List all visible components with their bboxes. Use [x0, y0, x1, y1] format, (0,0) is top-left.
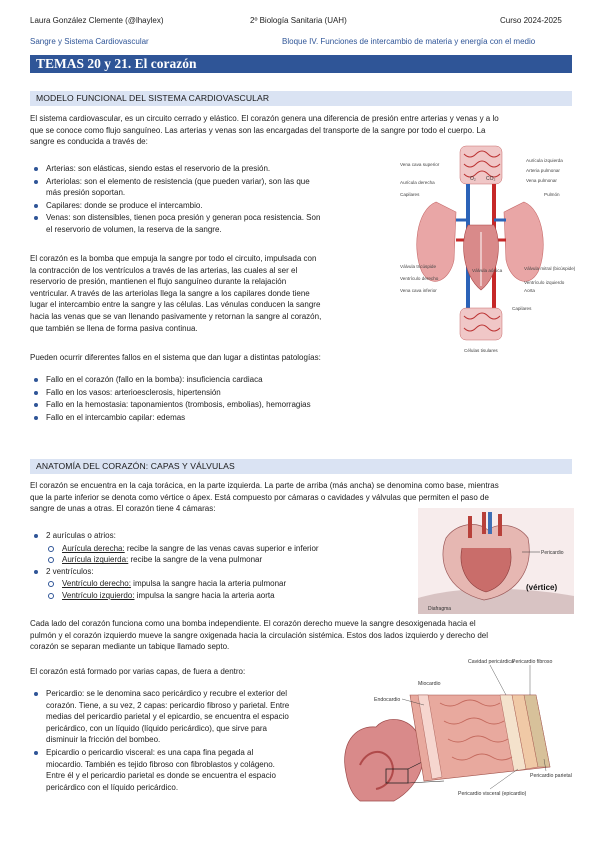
list-item: Arterias: son elásticas, siendo estas el reservorio de la presión.: [30, 163, 370, 175]
list-item: Fallo en el intercambio capilar: edemas: [30, 412, 450, 424]
label-pericardio: Pericardio: [541, 550, 564, 556]
label-capilares-left: Capilares: [400, 192, 420, 197]
sublist-item: Ventrículo derecho: impulsa la sangre hacia la arteria pulmonar: [30, 578, 420, 590]
section1-heading: MODELO FUNCIONAL DEL SISTEMA CARDIOVASCULAR: [36, 93, 270, 103]
label-valvula-mitral: Válvula mitral (bicúspide): [524, 266, 576, 271]
layers-list: [30, 688, 340, 794]
heart-wall-diagram: [340, 655, 576, 805]
heart-small-shape: [345, 719, 424, 801]
label-pericardio-parietal: Pericardio parietal: [530, 773, 572, 779]
label-arteria-pulmonar: Arteria pulmonar: [526, 168, 560, 173]
subject: Sangre y Sistema Cardiovascular: [30, 37, 149, 46]
section2-heading: ANATOMÍA DEL CORAZÓN: CAPAS Y VÁLVULAS: [36, 461, 235, 471]
list-item: Arteriolas: son el elemento de resistencia (que pueden variar), son las que más presión soportan.: [30, 176, 370, 199]
label-ventriculo-izquierdo: Ventrículo izquierdo: [524, 280, 565, 285]
list-item: Fallo en la hemostasia: taponamientos (trombosis, embolias), hemorragias: [30, 399, 450, 411]
list-item: Fallo en el corazón (fallo en la bomba): insuficiencia cardiaca: [30, 374, 450, 386]
list-item: Venas: son distensibles, tienen poca presión y generan poca resistencia. Son el reservorio de volumen, la reserva de la sangre.: [30, 212, 370, 235]
label-pulmon: Pulmón: [544, 192, 560, 197]
circulation-diagram: [398, 140, 578, 358]
label-vertice: (vértice): [526, 583, 558, 592]
label-vena-cava-inferior: Vena cava inferior: [400, 288, 437, 293]
label-vena-pulmonar: Vena pulmonar: [526, 178, 557, 183]
o2-label: O₂: [470, 176, 476, 182]
label-diafragma: Diafragma: [428, 606, 452, 612]
label-valvula-tricuspide: Válvula tricúspide: [400, 264, 437, 269]
label-auricula-izquierda: Aurícula izquierda: [526, 158, 563, 163]
failure-list: [30, 374, 450, 424]
sublist-item: Ventrículo izquierdo: impulsa la sangre hacia la arteria aorta: [30, 590, 420, 602]
list-item: Capilares: donde se produce el intercambio.: [30, 200, 370, 212]
independent-pump-paragraph: Cada lado del corazón funciona como una bomba independiente. El corazón derecho mueve la sangre desoxigenada hacia el pulmón y el corazón izquierdo mueve la sangre oxigenada hacia la circulación sistémica. Estos dos lados izquierdo y derecho del corazón se separan mediante un tabique llamado septo.: [30, 619, 489, 652]
label-pericardio-visceral: Pericardio visceral (epicardio): [458, 791, 527, 797]
block-title: Bloque IV. Funciones de intercambio de materia y energía con el medio: [282, 37, 536, 46]
list-item: Pericardio: se le denomina saco pericárdico y recubre el exterior del corazón. Tiene, a su vez, 2 capas: pericardio fibroso y parietal. Entre medias del pericardio parietal y el epicardio, se encuentra el espacio pericárdico, con un líquido (líquido pericárdico), que sirve para disminuir la fricción del bombeo.: [30, 688, 340, 746]
degree: 2º Biología Sanitaria (UAH): [250, 16, 347, 25]
right-lung-shape: [417, 202, 456, 281]
heart-chest-diagram: [418, 508, 574, 614]
label-capilares-right: Capilares: [512, 306, 532, 311]
vessel-list: [30, 163, 370, 237]
label-cavidad-pericardica: Cavidad pericárdica: [468, 659, 514, 665]
list-item-atria: 2 aurículas o atrios:: [30, 530, 420, 542]
list-item: Fallo en los vasos: arterioesclerosis, hipertensión: [30, 387, 450, 399]
sublist-item: Aurícula derecha: recibe la sangre de las venas cavas superior e inferior: [30, 543, 420, 555]
section1-intro: El sistema cardiovascular, es un circuito cerrado y elástico. El corazón genera una diferencia de presión entre arterias y venas y a lo que se conoce como flujo sanguíneo. Las arterias y venas son las encargadas del transporte de la sangre por todo el cuerpo. La sangre es conducida a través de:: [30, 114, 499, 147]
pathologies-intro: Pueden ocurrir diferentes fallos en el sistema que dan lugar a distintas patologías:: [30, 353, 321, 362]
top-capillary-bed: [460, 146, 502, 184]
label-valvula-aortica: Válvula aórtica: [472, 268, 503, 273]
label-endocardio: Endocardio: [374, 697, 401, 703]
label-miocardio: Miocardio: [418, 681, 441, 687]
label-vena-cava-superior: Vena cava superior: [400, 162, 440, 167]
label-celulas-tisulares: Células tisulares: [464, 348, 498, 353]
label-pericardio-fibroso: Pericardio fibroso: [512, 659, 553, 665]
list-item: Epicardio o pericardio visceral: es una capa fina pegada al miocardio. También es tejido fibroso con fibroblastos y colágeno. Entre él y el pericardio parietal es donde se encuentra el espacio pericárdico con el líquido pericárdico.: [30, 747, 340, 793]
page-title: TEMAS 20 y 21. El corazón: [36, 56, 197, 71]
layers-intro: El corazón está formado por varias capas, de fuera a dentro:: [30, 667, 246, 676]
label-ventriculo-derecho: Ventrículo derecho: [400, 276, 439, 281]
course-year: Curso 2024-2025: [500, 16, 562, 25]
label-auricula-derecha: Aurícula derecha: [400, 180, 435, 185]
section2-intro: El corazón se encuentra en la caja torácica, en la parte izquierda. La parte de arriba (más ancha) se denomina como base, mientras que la parte inferior se denota como vértice o ápex. Está compuesto por cámaras o cavidades y válvulas que permiten el paso de sangre de unas a otras. El corazón tiene 4 cámaras:: [30, 481, 499, 514]
chambers-list: [30, 530, 420, 602]
sublist-item: Aurícula izquierda: recibe la sangre de la vena pulmonar: [30, 554, 420, 566]
list-item-ventricles: 2 ventrículos:: [30, 566, 420, 578]
co2-label: CO₂: [486, 176, 496, 182]
author: Laura González Clemente (@lhaylex): [30, 16, 164, 25]
label-aorta: Aorta: [524, 288, 535, 293]
heart-pump-paragraph: El corazón es la bomba que empuja la sangre por todo el circuito, impulsada con la contracción de los ventrículos a través de las arterias, las cuales al ser el reservorio de presión, mantienen el flujo sanguíneo durante la relajación ventricular. A través de las arteriolas llega la sangre a los capilares donde tiene lugar el intercambio entre la sangre y las células. Las vénulas conducen la sangre hacia las venas que se van llenando pasivamente y retornan la sangre al corazón, que también se llena de forma pasiva continua.: [30, 254, 322, 333]
